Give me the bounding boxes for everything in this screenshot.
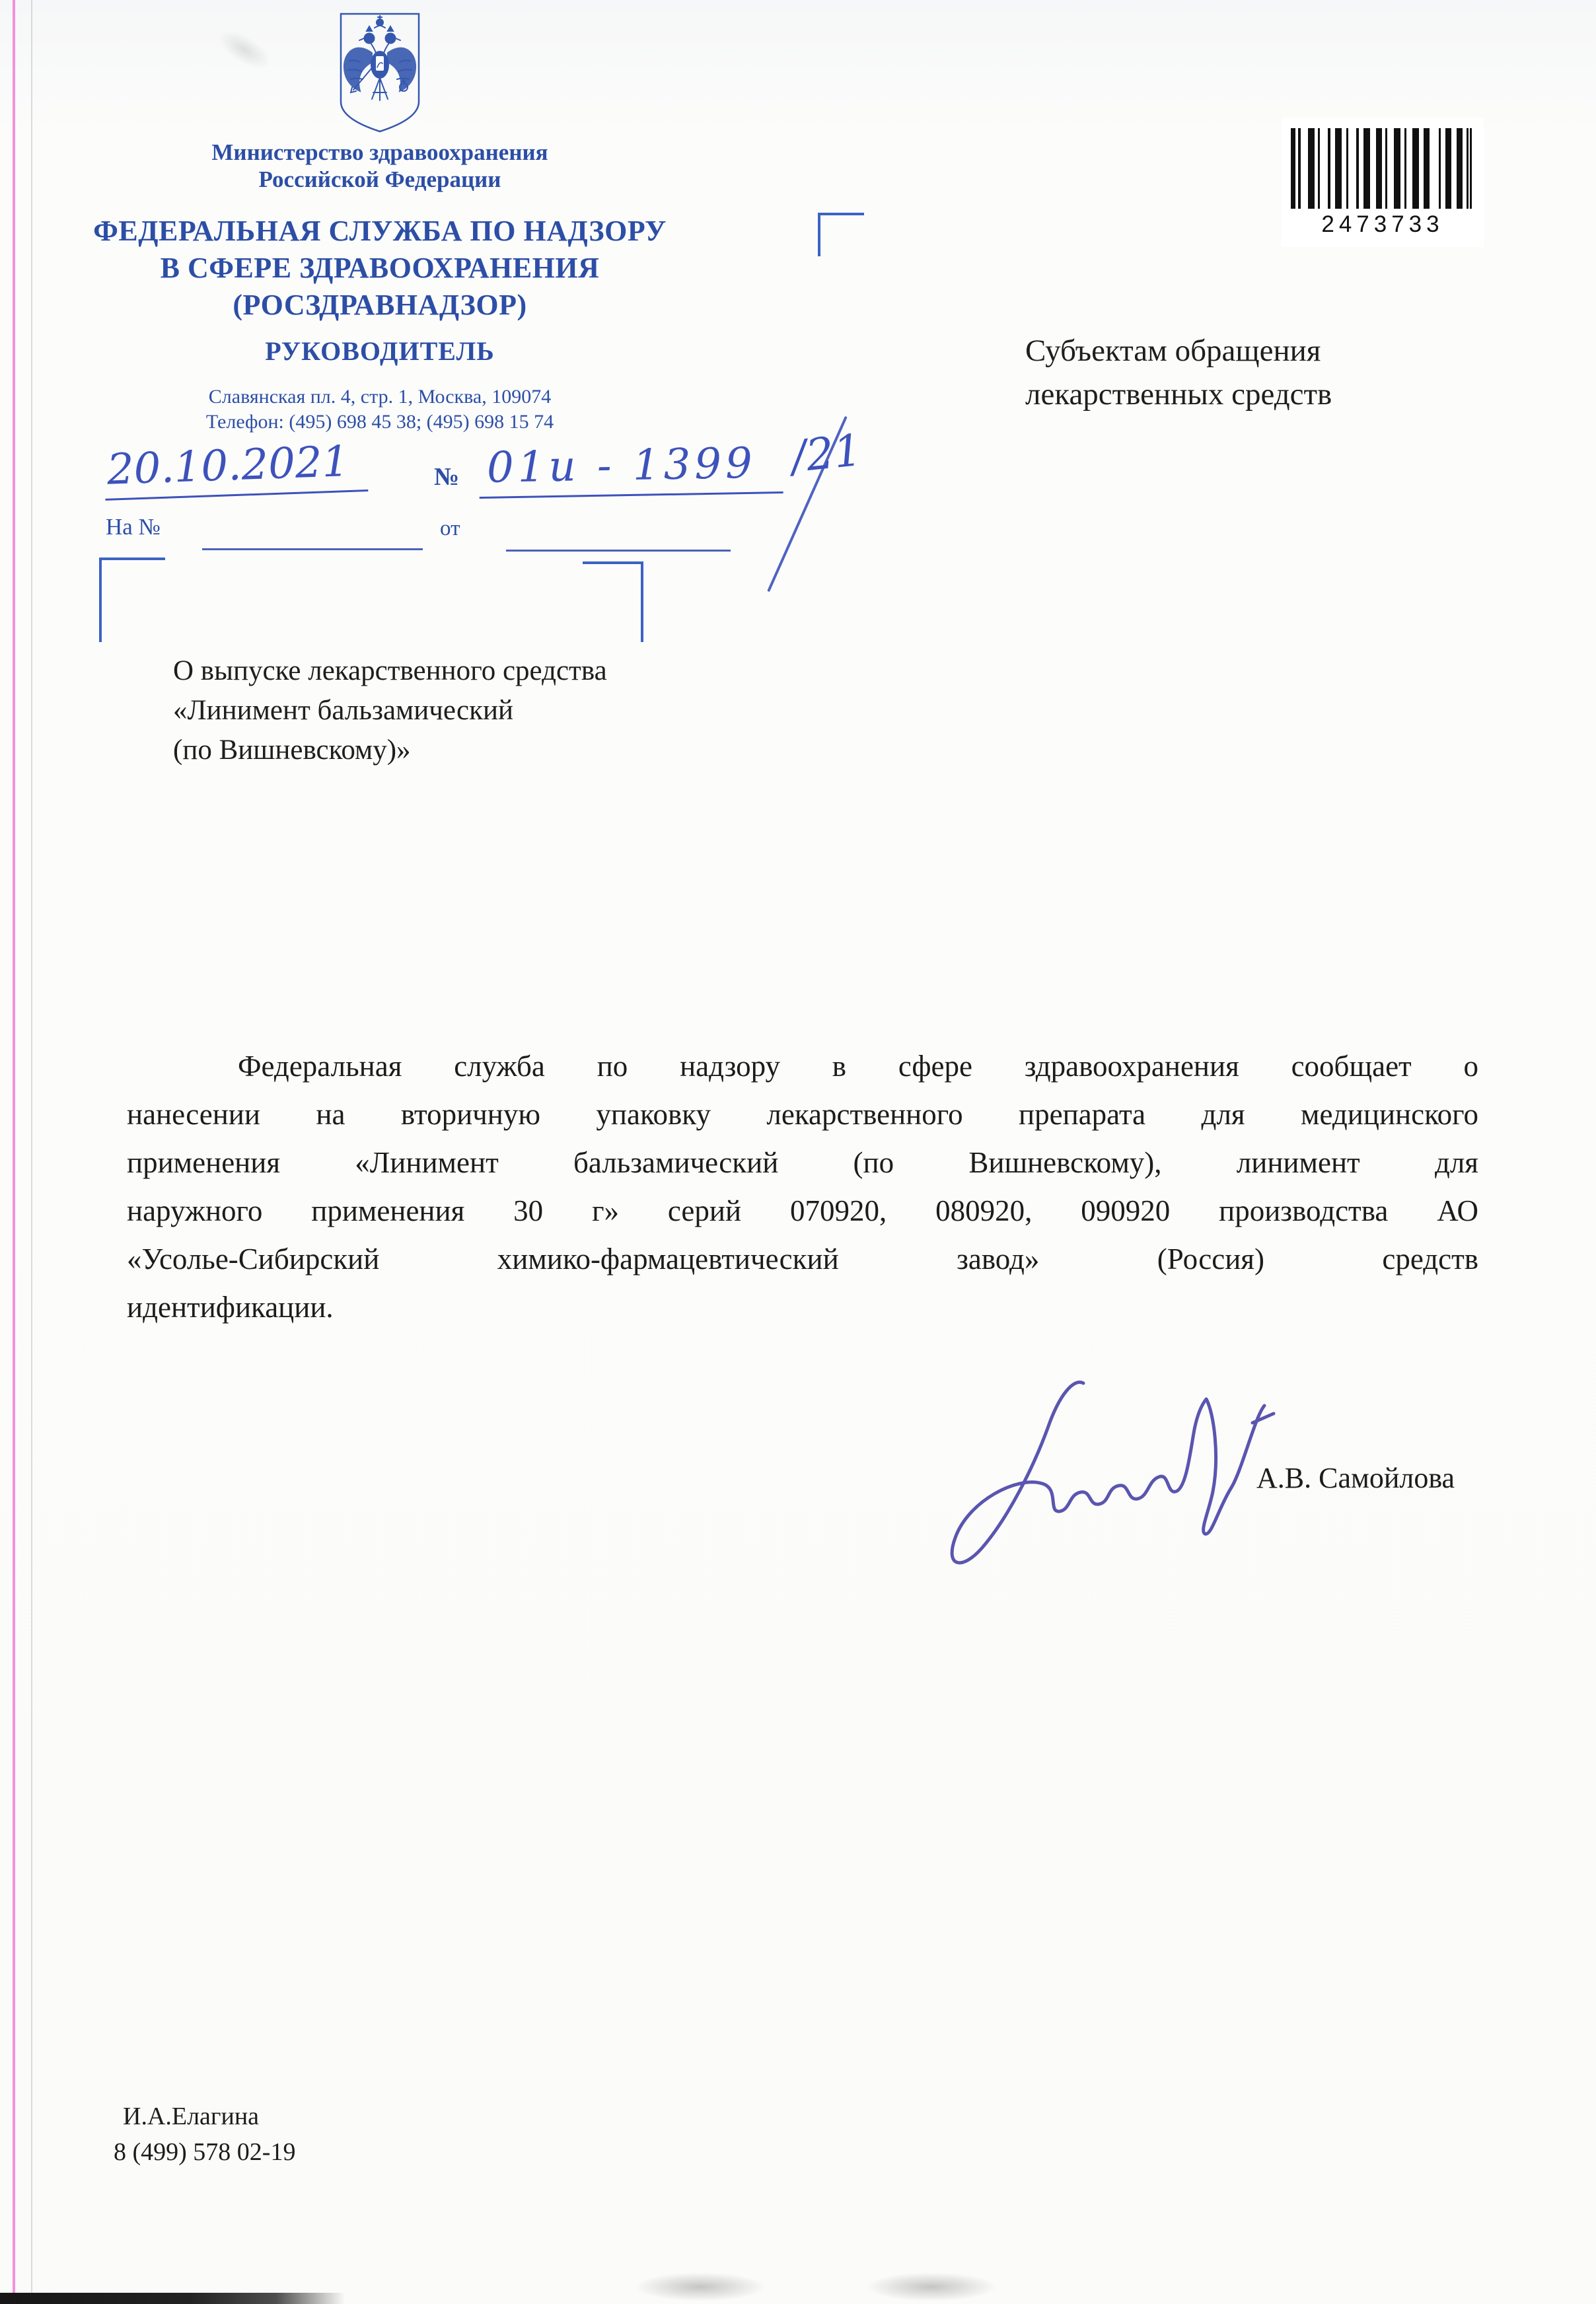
scan-smudge	[865, 2272, 998, 2301]
body-line: наружного применения 30 г» серий 070920, 080920, 090920 производства АО	[127, 1194, 1478, 1227]
ministry-line: Российской Федерации	[258, 166, 501, 192]
signer-name: А.В. Самойлова	[1256, 1462, 1455, 1494]
handwritten-outgoing-number: 01и - 1399	[478, 439, 783, 499]
number-sign: №	[434, 463, 460, 491]
from-date-blank	[506, 548, 731, 552]
recipient-block	[1025, 329, 1332, 416]
recipient-line: лекарственных средств	[1025, 377, 1332, 412]
subject-line: «Линимент бальзамический	[173, 695, 514, 726]
barcode-bars	[1291, 128, 1474, 209]
handwritten-signature	[930, 1365, 1280, 1596]
scan-smudge	[212, 22, 277, 77]
letterhead-phone: Телефон: (495) 698 45 38; (495) 698 15 74	[205, 411, 554, 433]
subject-line: О выпуске лекарственного средства	[173, 655, 607, 686]
body-line: Федеральная служба по надзору в сфере здравоохранения сообщает о	[238, 1050, 1478, 1083]
in-reply-number-blank	[202, 547, 423, 550]
service-name	[50, 213, 710, 324]
in-reply-to-label: На №	[106, 514, 161, 540]
scan-edge-pink-line	[13, 0, 15, 2304]
handwritten-number-suffix: /21	[789, 424, 864, 483]
letterhead-contacts	[50, 384, 710, 435]
subject-line: (по Вишневскому)»	[173, 735, 411, 766]
zone-corner-mark	[583, 561, 643, 642]
letterhead-address: Славянская пл. 4, стр. 1, Москва, 109074	[208, 386, 552, 408]
executor-name: И.А.Елагина	[123, 2103, 260, 2130]
executor-phone: 8 (499) 578 02-19	[114, 2138, 296, 2166]
scan-edge-gray-line	[31, 0, 32, 2304]
service-line: (РОСЗДРАВНАДЗОР)	[233, 289, 527, 321]
scan-bottom-black-strip	[0, 2293, 345, 2304]
russia-coat-of-arms-icon	[335, 9, 425, 136]
zone-corner-mark	[99, 558, 165, 642]
subject-block	[173, 651, 607, 770]
ministry-line: Министерство здравоохранения	[211, 139, 548, 165]
service-line: В СФЕРЕ ЗДРАВООХРАНЕНИЯ	[160, 252, 600, 284]
barcode-number: 2473733	[1321, 211, 1444, 237]
role-title: РУКОВОДИТЕЛЬ	[265, 336, 495, 366]
recipient-line: Субъектам обращения	[1025, 334, 1321, 368]
registration-barcode	[1282, 118, 1484, 247]
body-line: «Усолье-Сибирский химико-фармацевтический завод» (Россия) средств	[127, 1242, 1478, 1276]
body-line: нанесении на вторичную упаковку лекарственного препарата для медицинского	[127, 1098, 1478, 1131]
zone-corner-mark	[818, 213, 864, 256]
body-line: идентификации.	[127, 1291, 334, 1324]
service-line: ФЕДЕРАЛЬНАЯ СЛУЖБА ПО НАДЗОРУ	[93, 215, 667, 247]
letter-body	[127, 1042, 1478, 1332]
ministry-name	[50, 139, 710, 193]
body-line: применения «Линимент бальзамический (по Вишневскому), линимент для	[127, 1146, 1478, 1179]
scan-smudge	[634, 2272, 766, 2301]
from-date-label: от	[440, 517, 460, 540]
handwritten-date: 20.10.2021	[104, 437, 369, 501]
